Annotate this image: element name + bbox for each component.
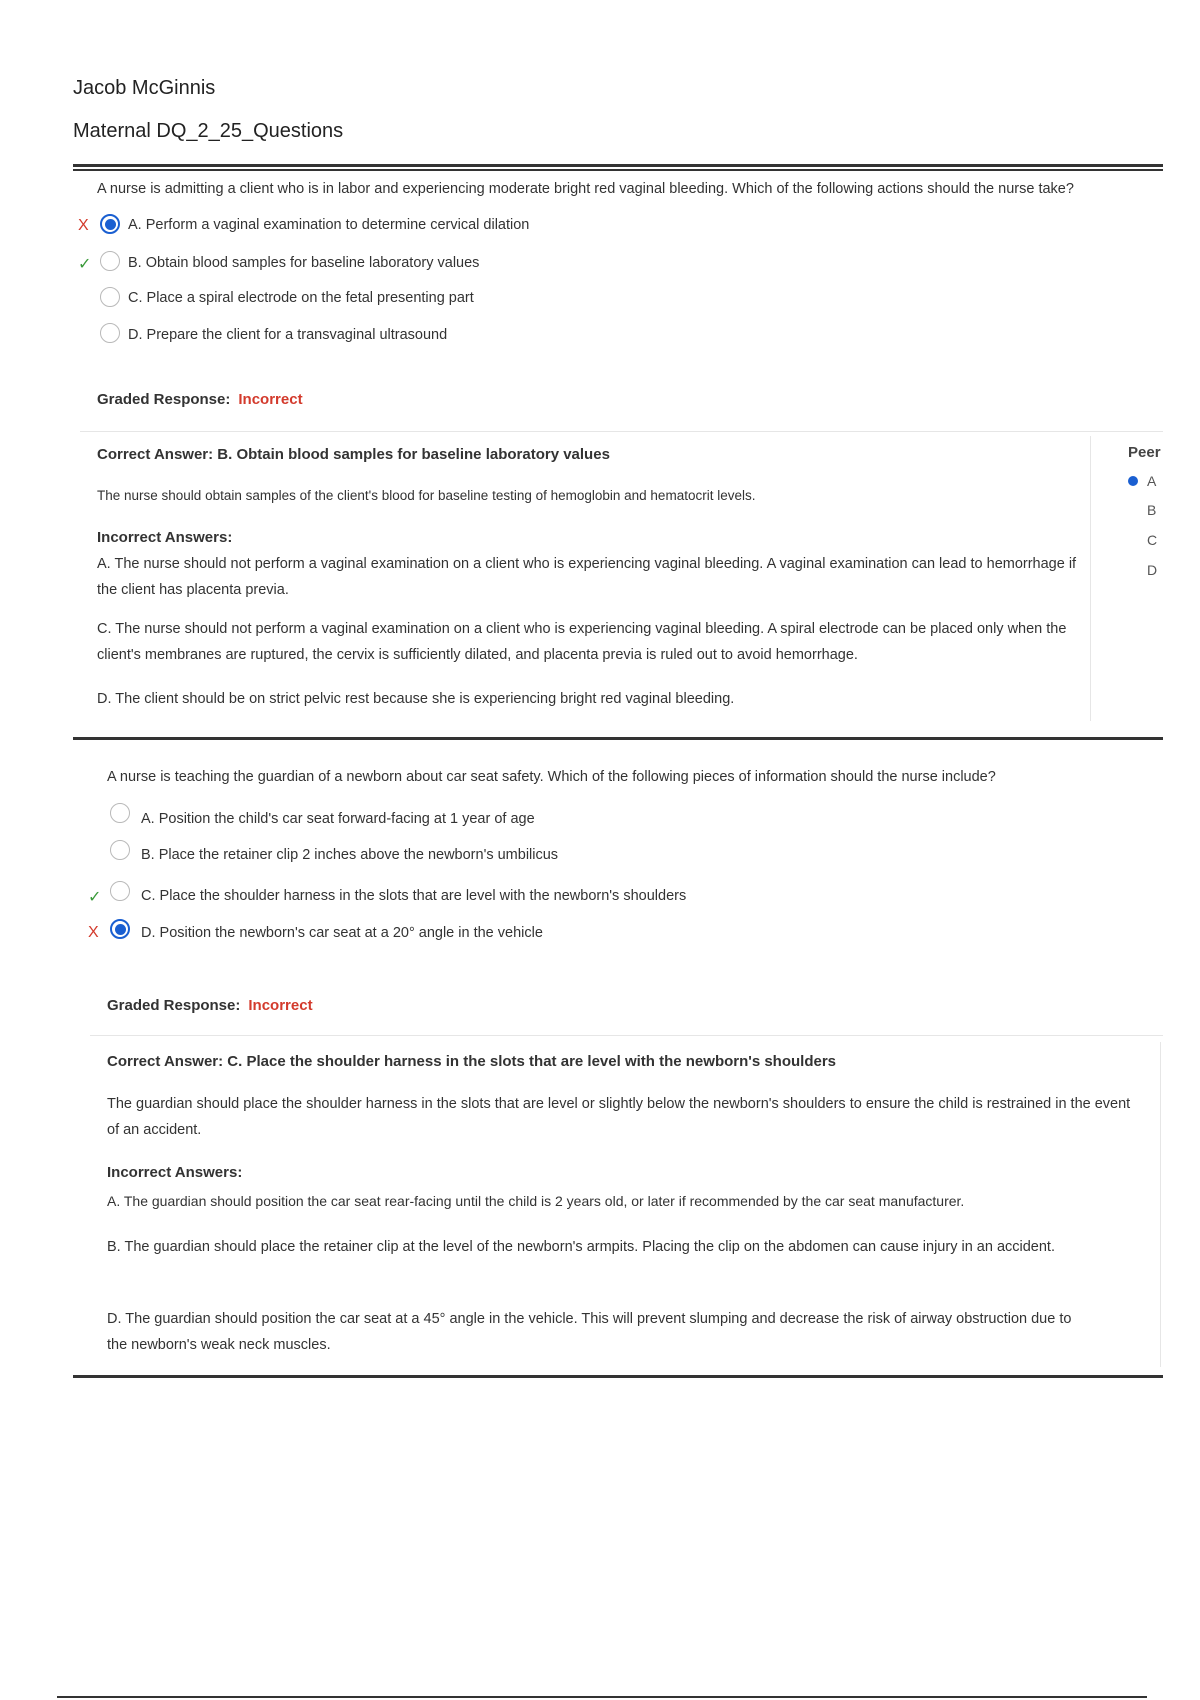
student-name: Jacob McGinnis [73, 77, 216, 99]
question-divider [73, 737, 1163, 740]
q2-incorrect-d: D. The guardian should position the car seat at a 45° angle in the vehicle. This will prevent slumping and decrease the risk of airway obstruction due to the newborn's weak neck muscles. [107, 1311, 1072, 1353]
q1-option-d-radio[interactable] [100, 323, 120, 343]
q1-graded-response [97, 391, 303, 408]
q2-option-b-label[interactable]: B. Place the retainer clip 2 inches above the newborn's umbilicus [141, 847, 559, 863]
q2-option-c-label[interactable]: C. Place the shoulder harness in the slots that are level with the newborn's shoulders [141, 888, 687, 904]
q1-option-a-radio[interactable] [100, 214, 120, 234]
q2-option-a-label[interactable]: A. Position the child's car seat forward-facing at 1 year of age [141, 811, 535, 827]
peer-option-c: C [1147, 532, 1158, 548]
q2-feedback-top-divider [90, 1035, 1163, 1036]
q2-incorrect-a: A. The guardian should position the car seat rear-facing until the child is 2 years old, or later if recommended by the car seat manufacturer. [107, 1193, 965, 1209]
q1-incorrect-c: C. The nurse should not perform a vaginal examination on a client who is experiencing vaginal bleeding. A spiral electrode can be placed only when the client's membranes are ruptured, the cervix is sufficiently dilated, and placenta previa is ruled out to avoid hemorrhage. [97, 621, 1067, 663]
q1-incorrect-a: A. The nurse should not perform a vaginal examination on a client who is experiencing vaginal bleeding. A vaginal examination can lead to hemorrhage if the client has placenta previa. [97, 556, 1077, 598]
q2-graded-response [107, 997, 313, 1014]
q1-option-b-radio[interactable] [100, 251, 120, 271]
q1-option-c-label[interactable]: C. Place a spiral electrode on the fetal presenting part [128, 290, 474, 306]
graded-result: Incorrect [238, 391, 303, 408]
peer-selected-dot-icon [1128, 476, 1138, 486]
question-1-text: A nurse is admitting a client who is in labor and experiencing moderate bright red vaginal bleeding. Which of the following actions should the nurse take? [97, 181, 1074, 197]
q1-rationale: The nurse should obtain samples of the client's blood for baseline testing of hemoglobin and hematocrit levels. [97, 488, 756, 503]
q2-option-d-radio[interactable] [110, 919, 130, 939]
q2-rationale: The guardian should place the shoulder harness in the slots that are level or slightly below the newborn's shoulders to ensure the child is restrained in the event of an accident. [107, 1096, 1131, 1138]
wrong-mark-icon: X [78, 217, 89, 234]
q1-incorrect-heading: Incorrect Answers: [97, 529, 233, 546]
q1-feedback-top-divider [80, 431, 1163, 432]
footer-divider [57, 1696, 1147, 1698]
wrong-mark-icon: X [88, 924, 99, 941]
q2-feedback-right-border [1160, 1042, 1161, 1367]
peer-title: Peer [1128, 444, 1161, 461]
peer-option-d: D [1147, 562, 1158, 578]
graded-label: Graded Response: [97, 391, 231, 408]
peer-option-b: B [1147, 502, 1157, 518]
q2-incorrect-b: B. The guardian should place the retainer clip at the level of the newborn's armpits. Placing the clip on the abdomen can cause injury in an accident. [107, 1239, 1055, 1255]
q2-option-b-radio[interactable] [110, 840, 130, 860]
document-header [73, 74, 343, 145]
q1-option-c-radio[interactable] [100, 287, 120, 307]
q2-option-c-radio[interactable] [110, 881, 130, 901]
graded-label: Graded Response: [107, 997, 241, 1014]
q1-correct-answer: Correct Answer: B. Obtain blood samples for baseline laboratory values [97, 446, 610, 463]
correct-mark-icon: ✓ [88, 889, 102, 906]
correct-mark-icon: ✓ [78, 256, 92, 273]
q1-peer-divider [1090, 436, 1091, 721]
q1-option-b-label[interactable]: B. Obtain blood samples for baseline laboratory values [128, 255, 480, 271]
q2-option-d-label[interactable]: D. Position the newborn's car seat at a 20° angle in the vehicle [141, 925, 543, 941]
document-title: Maternal DQ_2_25_Questions [73, 120, 344, 142]
header-divider-second [73, 169, 1163, 171]
q1-option-d-label[interactable]: D. Prepare the client for a transvaginal ultrasound [128, 327, 448, 343]
q1-option-a-label[interactable]: A. Perform a vaginal examination to determine cervical dilation [128, 217, 530, 233]
peer-option-a: A [1147, 473, 1157, 489]
question-2-text: A nurse is teaching the guardian of a newborn about car seat safety. Which of the following pieces of information should the nurse include? [107, 769, 996, 785]
header-divider [73, 164, 1163, 167]
graded-result: Incorrect [248, 997, 313, 1014]
q1-incorrect-d: D. The client should be on strict pelvic rest because she is experiencing bright red vaginal bleeding. [97, 691, 735, 707]
q2-incorrect-heading: Incorrect Answers: [107, 1164, 243, 1181]
question-2-bottom-divider [73, 1375, 1163, 1378]
q2-option-a-radio[interactable] [110, 803, 130, 823]
q2-correct-answer: Correct Answer: C. Place the shoulder harness in the slots that are level with the newborn's shoulders [107, 1053, 837, 1070]
